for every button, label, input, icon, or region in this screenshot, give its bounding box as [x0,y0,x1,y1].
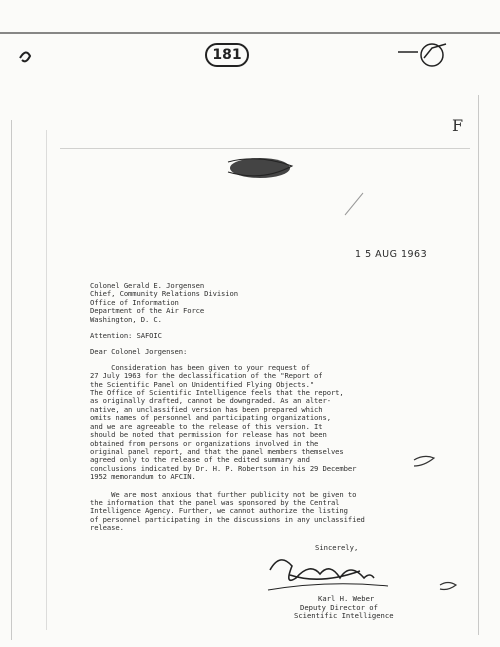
paragraph-line: the information that the panel was sponsored by the Central [90,497,340,507]
signature-title: Scientific Intelligence [294,611,394,620]
page-number: 181 [205,43,249,67]
paragraph-line: native, an unclassified version has been prepared which [90,404,323,414]
paragraph-line: Intelligence Agency. Further, we cannot authorize the listing [90,506,348,516]
paragraph-line: conclusions indicated by Dr. H. P. Robertson in his 29 December [90,463,357,473]
paragraph-2 [90,491,450,533]
paragraph-line: release. [90,523,124,533]
attention-line: Attention: SAFOIC [90,331,162,341]
signature-title: Deputy Director of [300,603,378,612]
signature-scrawl [270,560,374,580]
paragraph-line: obtained from persons or organizations involved in the [90,438,319,448]
paragraph-1 [90,364,450,482]
signature-name: Karl H. Weber [318,594,375,603]
address-line: Colonel Gerald E. Jorgensen [90,281,205,290]
address-line: Office of Information [90,297,179,307]
paragraph-line: should be noted that permission for release has not been [90,430,327,440]
corner-scribble [20,52,30,61]
margin-check-2 [440,583,456,590]
paragraph-line: The Office of Scientific Intelligence feels that the report, [90,388,344,398]
pencil-note [345,193,363,215]
paragraph-line: omits names of personnel and participating organizations, [90,413,331,423]
paragraph-line: as originally drafted, cannot be downgraded. As an alter- [90,396,331,406]
salutation: Dear Colonel Jorgensen: [90,347,188,357]
letter-date: 1 5 AUG 1963 [355,249,428,260]
paragraph-line: Consideration has been given to your request of [90,362,310,372]
letter-body [90,282,450,533]
paragraph-line: 27 July 1963 for the declassification of the "Report of [90,371,323,381]
classification-mark: F [452,116,464,135]
address-line: Chief, Community Relations Division [90,289,238,299]
paragraph-line: agreed only to the release of the edited summary and [90,455,310,465]
paragraph-line: original panel report, and that the panel members themselves [90,446,344,456]
paragraph-line: of personnel participating in the discussions in any unclassified [90,514,365,524]
paragraph-line: the Scientific Panel on Unidentified Flying Objects." [90,379,315,389]
address-line: Department of the Air Force [90,306,205,316]
paragraph-line: We are most anxious that further publicity not be given to [90,489,357,499]
paragraph-line: and we are agreeable to the release of this version. It [90,421,323,431]
paragraph-line: 1952 memorandum to AFCIN. [90,472,196,482]
closing: Sincerely, [315,543,359,552]
address-line: Washington, D. C. [90,314,162,324]
